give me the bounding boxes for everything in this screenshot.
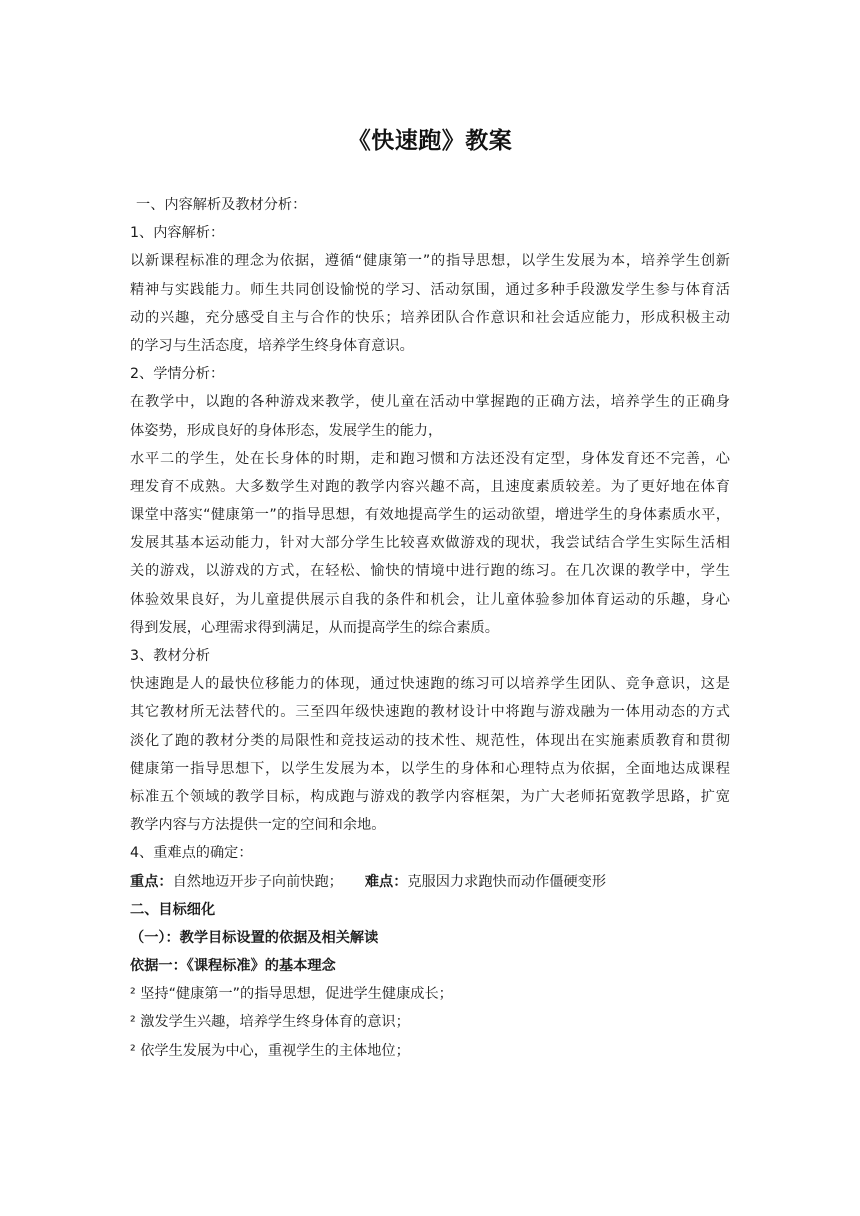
paragraph-line: 在教学中，以跑的各种游戏来教学，使儿童在活动中掌握跑的正确方法，培养学生的正确身: [130, 394, 730, 411]
paragraph-line: 健康第一指导思想下，以学生发展为本，以学生的身体和心理特点为依据，全面地达成课程: [130, 760, 730, 777]
bullet-item: ² 坚持“健康第一”的指导思想，促进学生健康成长；: [130, 986, 453, 1003]
document-body: [130, 191, 730, 1065]
section2-subheading: （一）：教学目标设置的依据及相关解读: [130, 929, 379, 946]
paragraph-line: 教学内容与方法提供一定的空间和余地。: [130, 817, 386, 834]
paragraph-line: 课堂中落实“健康第一”的指导思想，有效地提高学生的运动欲望，增进学生的身体素质水平，: [130, 507, 730, 524]
bullet-item: ² 激发学生兴趣，培养学生终身体育的意识；: [130, 1014, 410, 1031]
section1-heading: 一、内容解析及教材分析：: [136, 197, 307, 213]
paragraph-line: 体验效果良好，为儿童提供展示自我的条件和机会，让儿童体验参加体育运动的乐趣，身心: [130, 591, 730, 608]
paragraph-line: 淡化了跑的教材分类的局限性和竞技运动的技术性、规范性，体现出在实施素质教育和贯彻: [130, 732, 730, 749]
page-title: 《快速跑》教案: [347, 128, 513, 154]
sub2-heading: 2、学情分析：: [130, 366, 225, 383]
key-point-text: 自然地迈开步子向前快跑；: [172, 873, 343, 890]
paragraph-line: 以新课程标准的理念为依据，遵循“健康第一”的指导思想，以学生发展为本，培养学生创新: [130, 253, 730, 270]
paragraph-line: 体姿势，形成良好的身体形态，发展学生的能力，: [130, 422, 443, 439]
paragraph-line: 得到发展，心理需求得到满足，从而提高学生的综合素质。: [130, 619, 499, 636]
key-difficult-line: [130, 868, 730, 896]
paragraph-line: 快速跑是人的最快位移能力的体现，通过快速跑的练习可以培养学生团队、竞争意识，这是: [130, 676, 730, 693]
sub4-heading: 4、重难点的确定：: [130, 845, 253, 862]
difficult-point-label: 难点：: [364, 873, 408, 890]
paragraph-line: 精神与实践能力。师生共同创设愉悦的学习、活动氛围，通过多种手段激发学生参与体育活: [130, 281, 730, 298]
key-point-label: 重点：: [130, 873, 173, 890]
basis1-heading: 依据一：《课程标准》的基本理念: [130, 958, 336, 975]
sub1-heading: 1、内容解析：: [130, 225, 225, 242]
sub3-heading: 3、教材分析: [130, 648, 210, 664]
paragraph-line: 的学习与生活态度，培养学生终身体育意识。: [130, 337, 414, 354]
bullet-item: ² 依学生发展为中心，重视学生的主体地位；: [130, 1042, 410, 1059]
paragraph-line: 动的兴趣，充分感受自主与合作的快乐；培养团队合作意识和社会适应能力，形成积极主动: [130, 309, 730, 326]
paragraph-line: 标准五个领域的教学目标，构成跑与游戏的教学内容框架，为广大老师拓宽教学思路，扩宽: [130, 788, 730, 805]
paragraph-line: 发展其基本运动能力，针对大部分学生比较喜欢做游戏的现状，我尝试结合学生实际生活相: [130, 535, 730, 552]
paragraph-line: 理发育不成熟。大多数学生对跑的教学内容兴趣不高，且速度素质较差。为了更好地在体育: [130, 478, 730, 495]
paragraph-line: 关的游戏，以游戏的方式，在轻松、愉快的情境中进行跑的练习。在几次课的教学中，学生: [130, 563, 730, 580]
section2-heading: 二、目标细化: [130, 901, 216, 918]
paragraph-line: 水平二的学生，处在长身体的时期，走和跑习惯和方法还没有定型，身体发育还不完善，心: [130, 450, 730, 467]
paragraph-line: 其它教材所无法替代的。三至四年级快速跑的教材设计中将跑与游戏融为一体用动态的方式: [130, 704, 730, 721]
difficult-point-text: 克服因力求跑快而动作僵硬变形: [407, 873, 607, 890]
